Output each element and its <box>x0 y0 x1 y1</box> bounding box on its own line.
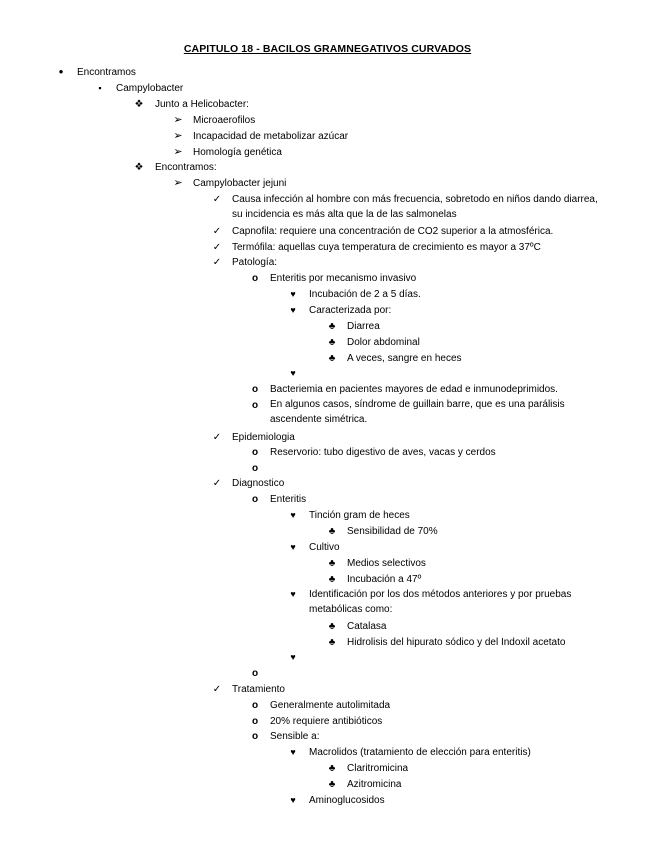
list-item: Identificación por los dos métodos anteriores y por pruebas metabólicas como: <box>309 589 572 615</box>
list-item: Capnofila: requiere una concentración de CO2 superior a la atmosférica. <box>232 226 554 237</box>
list-item: Encontramos <box>77 67 136 78</box>
bullet-circle-icon <box>248 383 262 396</box>
list-item: Dolor abdominal <box>347 337 420 348</box>
bullet-check-icon <box>210 683 224 696</box>
list-item: Patología: <box>232 257 278 268</box>
bullet-club-icon <box>325 762 339 775</box>
list-item: En algunos casos, síndrome de guillain barre, que es una parálisis ascendente simétrica. <box>270 399 565 425</box>
list-item: Microaerofilos <box>193 115 256 126</box>
list-item: Claritromicina <box>347 763 409 774</box>
list-item: Medios selectivos <box>347 558 426 569</box>
bullet-club-icon <box>325 557 339 570</box>
bullet-club-icon <box>325 525 339 538</box>
list-item: Enteritis <box>270 494 307 505</box>
list-item: Incubación a 47º <box>347 574 422 585</box>
bullet-circle-icon <box>248 730 262 743</box>
list-item: Hidrolisis del hipurato sódico y del Indoxil acetato <box>347 637 566 648</box>
list-item: Sensibilidad de 70% <box>347 526 438 537</box>
bullet-club-icon <box>325 336 339 349</box>
list-item: Caracterizada por: <box>309 305 392 316</box>
list-item: A veces, sangre en heces <box>347 353 462 364</box>
bullet-club-icon <box>325 778 339 791</box>
bullet-heart-icon <box>286 541 300 554</box>
bullet-heart-icon <box>286 304 300 317</box>
bullet-heart-icon <box>286 794 300 807</box>
bullet-check-icon <box>210 241 224 254</box>
list-item: Tinción gram de heces <box>309 510 410 521</box>
list-item: Reservorio: tubo digestivo de aves, vacas y cerdos <box>270 447 496 458</box>
bullet-circle-icon <box>248 462 262 475</box>
bullet-diamond-icon <box>132 98 146 111</box>
bullet-diamond-icon <box>132 161 146 174</box>
bullet-check-icon <box>210 193 224 206</box>
list-item: Homología genética <box>193 147 282 158</box>
bullet-heart-icon <box>286 746 300 759</box>
bullet-heart-icon <box>286 367 300 380</box>
bullet-heart-icon <box>286 588 300 601</box>
list-item: Aminoglucosidos <box>309 795 385 806</box>
bullet-club-icon <box>325 573 339 586</box>
bullet-club-icon <box>325 620 339 633</box>
bullet-check-icon <box>210 477 224 490</box>
list-item: Incubación de 2 a 5 días. <box>309 289 421 300</box>
bullet-square-icon <box>93 82 107 95</box>
bullet-arrow-icon <box>171 130 185 143</box>
list-item: Epidemiologia <box>232 432 295 443</box>
list-item: Diarrea <box>347 321 380 332</box>
bullet-circle-icon <box>248 667 262 680</box>
list-item: Enteritis por mecanismo invasivo <box>270 273 417 284</box>
bullet-check-icon <box>210 431 224 444</box>
list-item: Cultivo <box>309 542 340 553</box>
list-item: Termófila: aquellas cuya temperatura de crecimiento es mayor a 37ºC <box>232 242 541 253</box>
bullet-club-icon <box>325 352 339 365</box>
bullet-circle-icon <box>248 699 262 712</box>
list-item: Macrolidos (tratamiento de elección para enteritis) <box>309 747 531 758</box>
bullet-club-icon <box>325 636 339 649</box>
bullet-heart-icon <box>286 509 300 522</box>
list-item: Azitromicina <box>347 779 402 790</box>
list-item: Junto a Helicobacter: <box>155 99 249 110</box>
list-item: Campylobacter <box>116 83 184 94</box>
list-item: Diagnostico <box>232 478 285 489</box>
bullet-heart-icon <box>286 288 300 301</box>
list-item: Causa infección al hombre con más frecuencia, sobretodo en niños dando diarrea, su incidencia es más alta que la de las salmonelas <box>232 194 598 220</box>
bullet-arrow-icon <box>171 114 185 127</box>
list-item: Campylobacter jejuni <box>193 178 287 189</box>
bullet-check-icon <box>210 256 224 269</box>
bullet-arrow-icon <box>171 177 185 190</box>
list-item: Tratamiento <box>232 684 285 695</box>
bullet-circle-icon <box>248 399 262 412</box>
bullet-arrow-icon <box>171 146 185 159</box>
list-item: Catalasa <box>347 621 387 632</box>
list-item: Sensible a: <box>270 731 320 742</box>
bullet-dot-icon <box>54 66 68 80</box>
bullet-club-icon <box>325 320 339 333</box>
bullet-circle-icon <box>248 446 262 459</box>
bullet-circle-icon <box>248 493 262 506</box>
bullet-heart-icon <box>286 651 300 664</box>
list-item: Generalmente autolimitada <box>270 700 391 711</box>
list-item: 20% requiere antibióticos <box>270 716 383 727</box>
bullet-circle-icon <box>248 715 262 728</box>
list-item: Incapacidad de metabolizar azúcar <box>193 131 349 142</box>
list-item: Bacteriemia en pacientes mayores de edad e inmunodeprimidos. <box>270 384 558 395</box>
page-title: CAPITULO 18 - BACILOS GRAMNEGATIVOS CURVADOS <box>183 43 472 55</box>
bullet-circle-icon <box>248 272 262 285</box>
bullet-check-icon <box>210 225 224 238</box>
list-item: Encontramos: <box>155 162 217 173</box>
